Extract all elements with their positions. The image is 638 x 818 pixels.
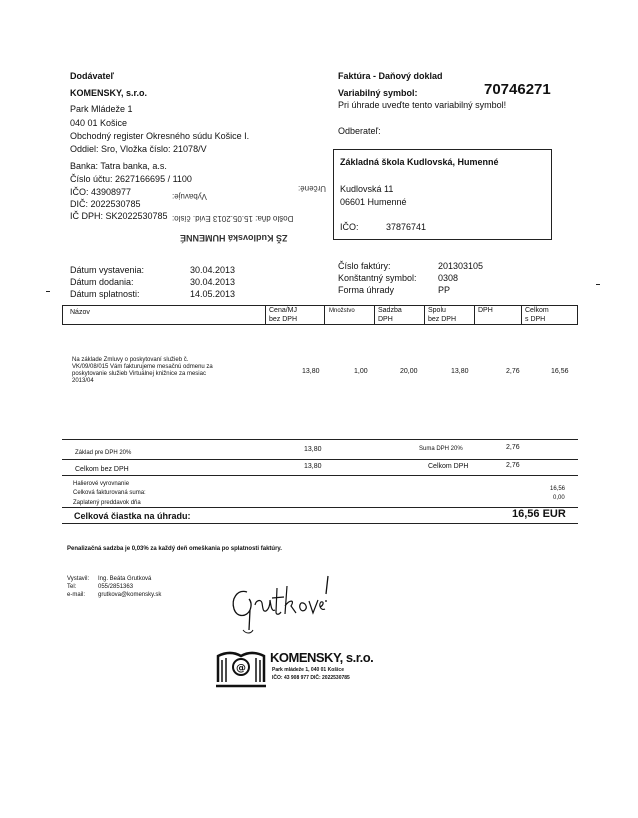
date-issued-value: 30.04.2013 [190, 265, 236, 275]
supplier-register2: Oddiel: Sro, Vložka číslo: 21078/V [70, 144, 207, 154]
buyer-ico-label: IČO: [340, 222, 359, 232]
buyer-ico-value: 37876741 [386, 222, 427, 232]
col-header-price-2: bez DPH [269, 316, 298, 323]
row-vat: 2,76 [506, 368, 520, 375]
vat-base-label: Základ pre DPH 20% [75, 450, 132, 456]
supplier-heading: Dodávateľ [70, 71, 114, 81]
col-header-rate-2: DPH [378, 316, 393, 323]
date-delivered-value: 30.04.2013 [190, 277, 236, 287]
invoice-number-label: Číslo faktúry: [338, 261, 391, 271]
col-header-name: Názov [70, 309, 90, 316]
issuer-email-value: grutkova@komensky.sk [98, 592, 162, 598]
supplier-bank: Banka: Tatra banka, a.s. [70, 161, 167, 171]
margin-mark-left [46, 291, 50, 292]
buyer-street: Kudlovská 11 [340, 184, 394, 194]
date-issued-label: Dátum vystavenia: [70, 265, 145, 275]
issuer-email-label: e-mail: [67, 592, 86, 598]
col-header-qty: Množstvo [329, 308, 355, 314]
supplier-register1: Obchodný register Okresného súdu Košice I. [70, 131, 250, 141]
col-header-grand-1: Celkom [525, 307, 549, 314]
book-logo-icon [214, 642, 268, 688]
stamp-urcene: Určené: [298, 184, 327, 193]
buyer-city: 06601 Humenné [340, 197, 407, 207]
date-due-label: Dátum splatnosti: [70, 289, 140, 299]
penalty-note: Penalizačná sadzba je 0,03% za každý deň omeškania po splatnosti faktúry. [67, 546, 282, 552]
col-header-vat: DPH [478, 307, 493, 314]
stamp-school: ZŠ Kudlovská HUMENNÉ [180, 233, 288, 243]
amount-due-value: 16,56 EUR [512, 508, 566, 520]
issuer-name: Ing. Beáta Grutková [98, 576, 152, 582]
vat-base-value: 13,80 [304, 446, 322, 453]
issuer-tel-label: Tel: [67, 584, 77, 590]
vat-sum-value: 2,76 [506, 444, 520, 451]
vat-sum-label: Suma DPH 20% [419, 446, 463, 452]
summary-top-rule [62, 439, 578, 440]
date-delivered-label: Dátum dodania: [70, 277, 134, 287]
table-header-bottom [62, 324, 578, 325]
col-header-total-1: Spolu [428, 307, 446, 314]
col-header-total-2: bez DPH [428, 316, 457, 323]
date-due-value: 14.05.2013 [190, 289, 236, 299]
row-total: 13,80 [451, 368, 469, 375]
stamp-doslo: Došlo dňa: 15.05.2013 Evid. číslo: [172, 214, 294, 223]
row-price: 13,80 [302, 368, 320, 375]
row-qty: 1,00 [354, 368, 368, 375]
stamp-company-ids: IČO: 43 908 977 DIČ: 2022530785 [272, 675, 350, 681]
issuer-label: Vystavil: [67, 576, 90, 582]
registry-stamp [168, 176, 356, 246]
supplier-account: Číslo účtu: 2627166695 / 1100 [70, 174, 192, 184]
payment-method-value: PP [438, 285, 451, 295]
variable-symbol-label: Variabilný symbol: [338, 88, 418, 98]
stamp-vybavuje: Vybavuje: [172, 192, 207, 201]
total-novat-label: Celkom bez DPH [75, 466, 129, 473]
variable-symbol-note: Pri úhrade uveďte tento variabilný symbol! [338, 100, 507, 110]
company-stamp [214, 638, 374, 690]
col-header-grand-2: s DPH [525, 316, 546, 323]
rounding-label: Halierové vyrovnanie [73, 481, 130, 487]
row-grand: 16,56 [551, 368, 569, 375]
constant-symbol-label: Konštantný symbol: [338, 273, 417, 283]
amount-due-label: Celková čiastka na úhradu: [74, 511, 191, 521]
svg-text:@: @ [236, 663, 246, 674]
row-desc-3: poskytovanie služieb Virtuálnej knižnice za mesiac [72, 371, 206, 377]
advance-label: Zaplatený preddavok dňa [73, 500, 141, 506]
row-desc-2: VK/09/08/015 Vám fakturujeme mesačnú odmenu za [72, 364, 213, 370]
payment-method-label: Forma úhrady [338, 285, 395, 295]
invoice-title: Faktúra - Daňový doklad [338, 71, 443, 81]
row-rate: 20,00 [400, 368, 418, 375]
invoiced-value: 16,56 [550, 486, 566, 492]
handwritten-signature [225, 572, 337, 644]
advance-value: 0,00 [553, 495, 565, 501]
col-header-rate-1: Sadzba [378, 307, 402, 314]
supplier-dic: DIČ: 2022530785 [70, 199, 141, 209]
supplier-name: KOMENSKY, s.r.o. [70, 88, 148, 98]
buyer-name: Základná škola Kudlovská, Humenné [340, 157, 499, 167]
supplier-ico: IČO: 43908977 [70, 187, 132, 197]
buyer-heading: Odberateľ: [338, 126, 381, 136]
supplier-address2: 040 01 Košice [70, 118, 128, 128]
table-top-border [62, 305, 578, 306]
issuer-tel-value: 055/2851363 [98, 584, 134, 590]
invoice-number-value: 201303105 [438, 261, 484, 271]
row-desc-4: 2013/04 [72, 378, 94, 384]
stamp-company-address: Park mládeže 1, 040 01 Košice [272, 667, 344, 673]
total-vat-value: 2,76 [506, 462, 520, 469]
col-header-price-1: Cena/MJ [269, 307, 298, 314]
row-desc-1: Na základe Zmluvy o poskytovaní služieb č. [72, 357, 189, 363]
stamp-company-name: KOMENSKY, s.r.o. [270, 650, 374, 665]
invoiced-label: Celková fakturovaná suma: [73, 490, 146, 496]
total-novat-value: 13,80 [304, 463, 322, 470]
variable-symbol-value: 70746271 [484, 81, 551, 98]
supplier-address1: Park Mládeže 1 [70, 104, 133, 114]
total-vat-label: Celkom DPH [428, 463, 469, 470]
supplier-icdph: IČ DPH: SK2022530785 [70, 211, 168, 221]
constant-symbol-value: 0308 [438, 273, 459, 283]
margin-mark-right [596, 284, 600, 285]
